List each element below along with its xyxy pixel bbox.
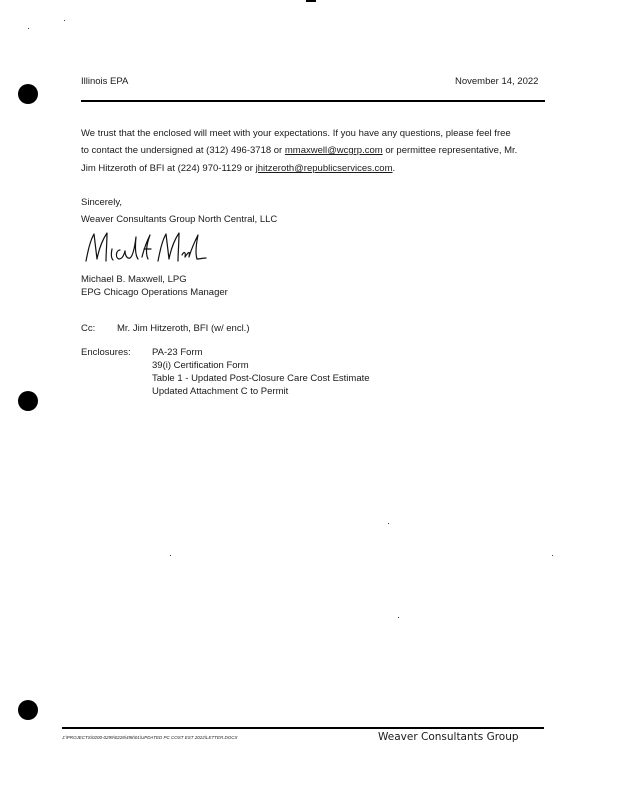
footer-file-path: J:\PROJECTS\0200-0299\0228\498\01\UPDATED PC COST EST 2022\LETTER.DOCX xyxy=(62,735,238,740)
binder-hole-3 xyxy=(18,700,38,720)
header-recipient: Illinois EPA xyxy=(81,76,129,87)
closing-company: Weaver Consultants Group North Central, LLC xyxy=(81,214,278,225)
footer-company: Weaver Consultants Group xyxy=(378,731,519,743)
enclosure-item: 39(i) Certification Form xyxy=(152,360,249,371)
body-line-2 xyxy=(81,144,517,157)
scan-speck xyxy=(398,617,399,618)
body-line-3 xyxy=(81,162,395,175)
enclosure-item: PA-23 Form xyxy=(152,347,203,358)
footer-rule xyxy=(62,727,544,729)
scan-speck xyxy=(170,555,171,556)
body-line-1: We trust that the enclosed will meet with your expectations. If you have any questions, please feel free xyxy=(81,128,511,139)
signatory-name: Michael B. Maxwell, LPG xyxy=(81,274,187,285)
enclosure-item: Table 1 - Updated Post-Closure Care Cost Estimate xyxy=(152,373,370,384)
email-link-hitzeroth[interactable]: jhitzeroth@republicservices.com xyxy=(255,163,393,174)
enclosures-label: Enclosures: xyxy=(81,347,131,358)
header-rule xyxy=(81,100,545,102)
body-line-2-tail: or permittee representative, Mr. xyxy=(382,145,518,156)
handwritten-signature xyxy=(78,229,208,267)
closing-salutation: Sincerely, xyxy=(81,197,123,208)
enclosure-item: Updated Attachment C to Permit xyxy=(152,386,289,397)
binder-hole-1 xyxy=(18,84,38,104)
scan-mark xyxy=(306,0,316,2)
header-date: November 14, 2022 xyxy=(455,76,539,87)
body-line-3-text: Jim Hitzeroth of BFI at (224) 970-1129 or xyxy=(81,163,256,174)
cc-value: Mr. Jim Hitzeroth, BFI (w/ encl.) xyxy=(117,323,250,334)
signatory-title: EPG Chicago Operations Manager xyxy=(81,287,228,298)
binder-hole-2 xyxy=(18,391,38,411)
body-line-3-tail: . xyxy=(392,163,396,174)
body-line-2-text: to contact the undersigned at (312) 496-3718 or xyxy=(81,145,285,156)
email-link-maxwell[interactable]: mmaxwell@wcgrp.com xyxy=(284,145,383,156)
scan-speck xyxy=(388,523,389,524)
scan-speck xyxy=(64,20,65,21)
scan-speck xyxy=(552,555,553,556)
cc-label: Cc: xyxy=(81,323,96,334)
scan-speck xyxy=(28,28,29,29)
